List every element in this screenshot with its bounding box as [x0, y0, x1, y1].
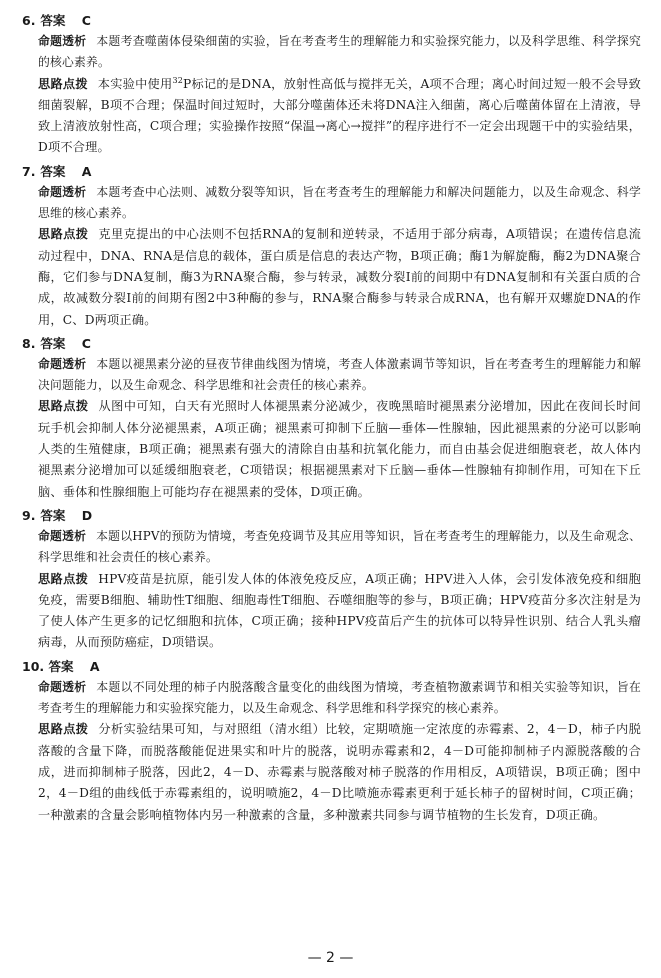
question-10: [22, 656, 641, 826]
analysis-label: 命题透析: [38, 679, 87, 694]
answer-value: A: [81, 163, 92, 179]
hint-paragraph: [22, 74, 641, 159]
hint-label: 思路点拨: [38, 76, 88, 91]
question-number: 7.: [22, 163, 36, 179]
answer-value: C: [81, 13, 91, 28]
hint-label: 思路点拨: [38, 571, 89, 586]
analysis-label: 命题透析: [38, 184, 87, 199]
answer-label: 答案: [40, 507, 66, 523]
hint-paragraph: [22, 719, 641, 825]
analysis-text: 本题以HPV的预防为情境，考查免疫调节及其应用等知识，旨在考查考生的理解能力，以及生命观念、科学思维和社会责任的核心素养。: [38, 528, 641, 565]
hint-text: 从图中可知，白天有光照时人体褪黑素分泌减少，夜晚黑暗时褪黑素分泌增加，因此在夜间长时间玩手机会抑制人体分泌褪黑素，A项正确；褪黑素可抑制下丘脑—垂体—性腺轴，因此褪黑素的分泌可以影响人类的生殖健康，B项正确；褪黑素有强大的清除自由基和抗氧化能力，而自由基会促进细胞衰老，故人体内褪黑素分泌增加可以延缓细胞衰老，C项错误；根据褪黑素对下丘脑—垂体—性腺轴有抑制作用，可知在下丘脑、垂体和性腺细胞上可能均存在褪黑素的受体，D项正确。: [38, 399, 641, 499]
analysis-paragraph: [22, 354, 641, 397]
question-header: [22, 10, 641, 31]
question-6: [22, 10, 641, 159]
answer-value: D: [81, 507, 93, 523]
hint-label: 思路点拨: [38, 227, 89, 242]
question-header: [22, 161, 641, 182]
answer-label: 答案: [40, 335, 66, 351]
answer-value: A: [89, 658, 100, 674]
hint-label: 思路点拨: [38, 399, 89, 414]
hint-text: HPV疫苗是抗原，能引发人体的体液免疫反应，A项正确；HPV进入人体，会引发体液免疫和细胞免疫，需要B细胞、辅助性T细胞、细胞毒性T细胞、吞噬细胞等的参与，B项正确；HPV疫苗分多次注射是为了使人体产生更多的记忆细胞和抗体，C项正确；接种HPV疫苗后产生的抗体可以特异性识别、结合人乳头瘤病毒，从而预防癌症，D项错误。: [38, 571, 641, 650]
question-number: 8.: [22, 335, 36, 351]
question-number: 10.: [22, 658, 45, 674]
question-header: [22, 505, 641, 526]
question-8: [22, 333, 641, 503]
question-7: [22, 161, 641, 331]
analysis-text: 本题考查噬菌体侵染细菌的实验，旨在考查考生的理解能力和实验探究能力，以及科学思维、科学探究的核心素养。: [38, 34, 641, 70]
hint-text: 分析实验结果可知，与对照组（清水组）比较，定期喷施一定浓度的赤霉素、2，4－D，柿子内脱落酸的含量下降，而脱落酸能促进果实和叶片的脱落，说明赤霉素和2，4－D可能抑制柿子内源脱落酸的合成，进而抑制柿子脱落，因此2，4－D、赤霉素与脱落酸对柿子脱落的作用相反，A项错误，B项正确；图中2，4－D组的曲线低于赤霉素组的，说明喷施2，4－D比喷施赤霉素更利于延长柿子的留树时间，C项正确；一种激素的含量会影响植物体内另一种激素的含量，多种激素共同参与调节植物的生长发育，D项正确。: [38, 722, 641, 822]
answer-label: 答案: [40, 13, 66, 28]
answer-value: C: [81, 335, 91, 351]
question-header: [22, 333, 641, 354]
analysis-text: 本题以不同处理的柿子内脱落酸含量变化的曲线图为情境，考查植物激素调节和相关实验等知识，旨在考查考生的理解能力和实验探究能力，以及生命观念、科学思维和科学探究的核心素养。: [38, 679, 641, 716]
hint-text: 克里克提出的中心法则不包括RNA的复制和逆转录，不适用于部分病毒，A项错误；在遗传信息流动过程中，DNA、RNA是信息的载体，蛋白质是信息的表达产物，B项正确；酶1为解旋酶，酶2为DNA聚合酶，它们参与DNA复制，酶3为RNA聚合酶，参与转录，减数分裂Ⅰ前的间期中有DNA复制和有关蛋白质的合成，故减数分裂Ⅰ前的间期有图2中3种酶的参与，RNA聚合酶参与转录合成RNA，也有解开双螺旋DNA的作用，C、D两项正确。: [38, 227, 641, 327]
analysis-paragraph: [22, 31, 641, 74]
hint-text-pre: 本实验中使用: [97, 76, 173, 91]
hint-paragraph: [22, 396, 641, 502]
analysis-label: 命题透析: [38, 528, 87, 543]
analysis-label: 命题透析: [38, 34, 87, 48]
hint-label: 思路点拨: [38, 722, 89, 737]
page-number: — 2 —: [307, 950, 354, 966]
analysis-paragraph: [22, 182, 641, 225]
analysis-paragraph: [22, 526, 641, 569]
analysis-label: 命题透析: [38, 356, 87, 371]
isotope-superscript: 32: [172, 75, 184, 85]
answer-label: 答案: [40, 163, 66, 179]
answer-label: 答案: [48, 658, 74, 674]
question-9: [22, 505, 641, 654]
question-header: [22, 656, 641, 677]
question-number: 9.: [22, 507, 36, 523]
analysis-paragraph: [22, 677, 641, 720]
question-number: 6.: [22, 13, 36, 28]
hint-text-post: P标记的是DNA，放射性高低与搅拌无关，A项不合理；离心时间过短一般不会导致细菌裂解，B项不合理；保温时间过短时，大部分噬菌体还未将DNA注入细菌，离心后噬菌体留在上清液，导致上清液放射性高，C项合理；实验操作按照“保温→离心→搅拌”的程序进行不一定会出现题干中的实验结果，D项不合理。: [38, 76, 641, 155]
hint-paragraph: [22, 224, 641, 330]
hint-paragraph: [22, 569, 641, 654]
analysis-text: 本题以褪黑素分泌的昼夜节律曲线图为情境，考查人体激素调节等知识，旨在考查考生的理解能力和解决问题能力，以及生命观念、科学思维和社会责任的核心素养。: [38, 356, 641, 393]
analysis-text: 本题考查中心法则、减数分裂等知识，旨在考查考生的理解能力和解决问题能力，以及生命观念、科学思维的核心素养。: [38, 184, 641, 221]
